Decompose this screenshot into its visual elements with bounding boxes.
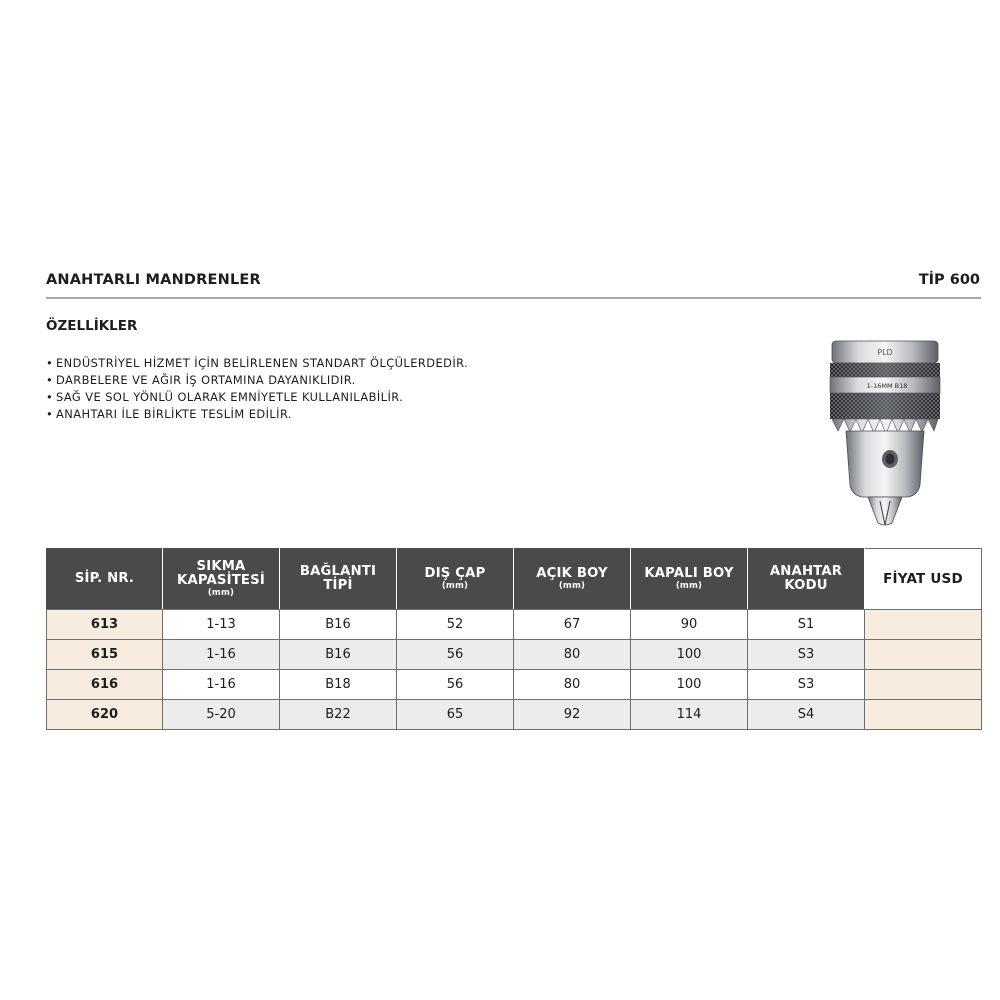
drill-chuck-image [820,335,950,530]
features-title: ÖZELLİKLER [46,318,138,334]
outer-diameter-cell: 52 [397,610,514,640]
open-length-cell: 67 [514,610,631,640]
table-row [47,670,982,700]
order-no-cell: 620 [47,700,163,730]
feature-item: • ENDÜSTRİYEL HİZMET İÇİN BELİRLENEN STANDART ÖLÇÜLERDEDİR. [46,356,469,370]
key-code-cell: S4 [748,700,865,730]
header-closed-length: KAPALI BOY (mm) [631,549,748,610]
feature-item: • SAĞ VE SOL YÖNLÜ OLARAK EMNİYETLE KULLANILABİLİR. [46,390,404,404]
page-title: ANAHTARLI MANDRENLER [46,272,261,288]
svg-text:PLD: PLD [877,348,893,357]
connection-cell: B16 [280,610,397,640]
key-code-cell: S3 [748,640,865,670]
table-row [47,610,982,640]
open-length-cell: 80 [514,670,631,700]
header-price-usd: FİYAT USD [865,549,982,610]
outer-diameter-cell: 65 [397,700,514,730]
type-label: TİP 600 [918,272,980,288]
features-list [46,355,468,423]
header-open-length: AÇIK BOY (mm) [514,549,631,610]
table-row [47,640,982,670]
price-cell[interactable] [865,640,982,670]
feature-item: • ANAHTARI İLE BİRLİKTE TESLİM EDİLİR. [46,407,293,421]
closed-length-cell: 100 [631,640,748,670]
open-length-cell: 80 [514,640,631,670]
header-clamping-capacity: SIKMA KAPASİTESİ (mm) [163,549,280,610]
outer-diameter-cell: 56 [397,670,514,700]
connection-cell: B22 [280,700,397,730]
price-cell[interactable] [865,670,982,700]
order-no-cell: 615 [47,640,163,670]
table-row [47,700,982,730]
closed-length-cell: 90 [631,610,748,640]
price-cell[interactable] [865,700,982,730]
capacity-cell: 1-16 [163,640,280,670]
capacity-cell: 1-13 [163,610,280,640]
key-code-cell: S1 [748,610,865,640]
capacity-cell: 1-16 [163,670,280,700]
key-code-cell: S3 [748,670,865,700]
price-cell[interactable] [865,610,982,640]
header-divider [46,297,981,299]
svg-text:1-16MM B18: 1-16MM B18 [866,382,908,390]
closed-length-cell: 114 [631,700,748,730]
header-key-code: ANAHTAR KODU [748,549,865,610]
header-connection-type: BAĞLANTI TİPİ [280,549,397,610]
table-header-row [47,549,982,610]
connection-cell: B16 [280,640,397,670]
header-order-no: SİP. NR. [47,549,163,610]
outer-diameter-cell: 56 [397,640,514,670]
connection-cell: B18 [280,670,397,700]
order-no-cell: 613 [47,610,163,640]
order-no-cell: 616 [47,670,163,700]
capacity-cell: 5-20 [163,700,280,730]
header-outer-diameter: DIŞ ÇAP (mm) [397,549,514,610]
closed-length-cell: 100 [631,670,748,700]
feature-item: • DARBELERE VE AĞIR İŞ ORTAMINA DAYANIKLIDIR. [46,373,356,387]
spec-table [46,548,982,730]
open-length-cell: 92 [514,700,631,730]
